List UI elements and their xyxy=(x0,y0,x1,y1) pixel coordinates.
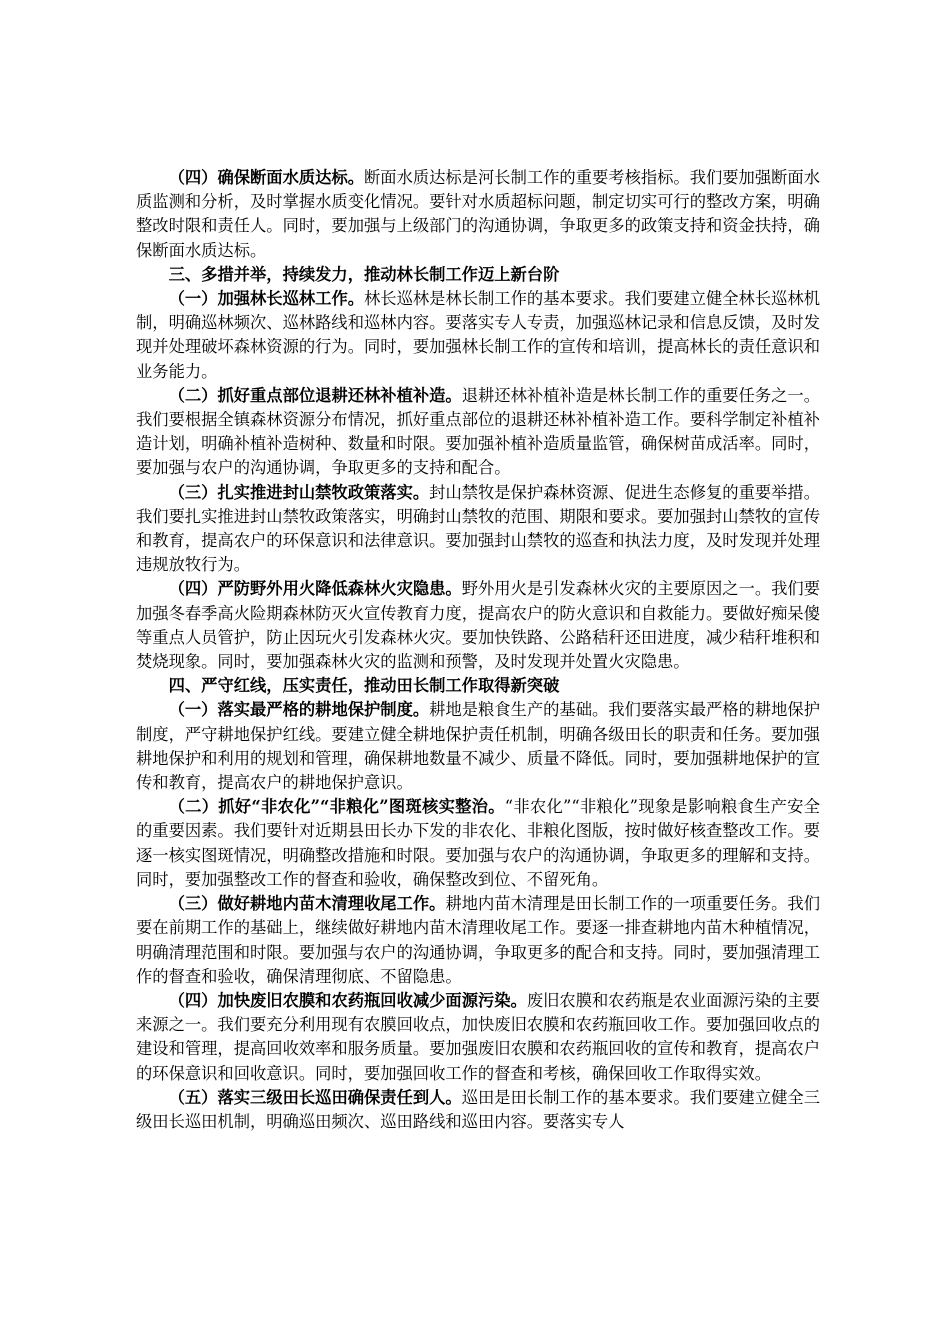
paragraph-lead: （一）加强林长巡林工作。 xyxy=(168,289,365,309)
paragraph-text: 巡田是田长制工作的基本要求。我们要建立健全三级田长巡田机制，明确巡田频次、巡田路线和巡田内容。要落实专人 xyxy=(136,1087,820,1131)
paragraph-text: 耕地内苗木清理是田长制工作的一项重要任务。我们要在前期工作的基础上，继续做好耕地内苗木清理收尾工作。要逐一排查耕地内苗木种植情况，明确清理范围和时限。要加强与农户的沟通协调，争取更多的配合和支持。同时，要加强清理工作的督查和验收，确保清理彻底、不留隐患。 xyxy=(136,894,820,986)
paragraph-lead: （三）扎实推进封山禁牧政策落实。 xyxy=(168,482,430,502)
paragraph-text: 退耕还林补植补造是林长制工作的重要任务之一。我们要根据全镇森林资源分布情况，抓好重点部位的退耕还林补植补造工作。要科学制定补植补造计划，明确补植补造树种、数量和时限。要加强补植补造质量监管，确保树苗成活率。同时，要加强与农户的沟通协调，争取更多的支持和配合。 xyxy=(136,385,820,478)
section-heading-forest-chief: 三、多措并举，持续发力，推动林长制工作迈上新台阶 xyxy=(168,264,560,284)
paragraph-non-farming xyxy=(136,795,820,892)
paragraph-lead: （一）落实最严格的耕地保护制度。 xyxy=(168,700,430,720)
paragraph-text: 废旧农膜和农药瓶是农业面源污染的主要来源之一。我们要充分利用现有农膜回收点，加快废旧农膜和农药瓶回收工作。要加强回收点的建设和管理，提高回收效率和服务质量。要加强废旧农膜和农药瓶回收的宣传和教育，提高农户的环保意识和回收意识。同时，要加强回收工作的督查和考核，确保回收工作取得实效。 xyxy=(136,990,820,1083)
paragraph-text: 断面水质达标是河长制工作的重要考核指标。我们要加强断面水质监测和分析，及时掌握水质变化情况。要针对水质超标问题，制定切实可行的整改方案，明确整改时限和责任人。同时，要加强与上级部门的沟通协调，争取更多的政策支持和资金扶持，确保断面水质达标。 xyxy=(136,168,820,260)
paragraph-text: 封山禁牧是保护森林资源、促进生态修复的重要举措。我们要扎实推进封山禁牧政策落实，明确封山禁牧的范围、期限和要求。要加强封山禁牧的宣传和教育，提高农户的环保意识和法律意识。要加强封山禁牧的巡查和执法力度，及时发现并处理违规放牧行为。 xyxy=(136,482,820,575)
paragraph-text: “非农化”“非粮化”现象是影响粮食生产安全的重要因素。我们要针对近期县田长办下发的非农化、非粮化图版，按时做好核查整改工作。要逐一核实图斑情况，明确整改措施和时限。要加强与农户的沟通协调，争取更多的理解和支持。同时，要加强整改工作的督查和验收，确保整改到位、不留死角。 xyxy=(136,797,821,889)
paragraph-lead: （二）抓好重点部位退耕还林补植补造。 xyxy=(168,385,462,405)
paragraph-lead: （二）抓好“非农化”“非粮化”图斑核实整治。 xyxy=(168,797,505,817)
paragraph-lead: （三）做好耕地内苗木清理收尾工作。 xyxy=(168,894,446,914)
paragraph-text: 耕地是粮食生产的基础。我们要落实最严格的耕地保护制度，严守耕地保护红线。要建立健全耕地保护责任机制，明确各级田长的职责和任务。要加强耕地保护和利用的规划和管理，确保耕地数量不减少、质量不降低。同时，要加强耕地保护的宣传和教育，提高农户的耕地保护意识。 xyxy=(136,700,820,793)
paragraph-field-patrol xyxy=(136,1086,820,1134)
paragraph-reforestation xyxy=(136,384,820,481)
paragraph-film-recycling xyxy=(136,989,820,1086)
paragraph-lead: （四）加快废旧农膜和农药瓶回收减少面源污染。 xyxy=(168,990,527,1010)
paragraph-seedling-clearance xyxy=(136,892,820,989)
section-heading-field-chief: 四、严守红线，压实责任，推动田长制工作取得新突破 xyxy=(168,676,560,696)
paragraph-text: 林长巡林是林长制工作的基本要求。我们要建立健全林长巡林机制，明确巡林频次、巡林路线和巡林内容。要落实专人专责，加强巡林记录和信息反馈，及时发现并处理破坏森林资源的行为。同时，要加强林长制工作的宣传和培训，提高林长的责任意识和业务能力。 xyxy=(136,289,820,381)
paragraph-grazing-ban xyxy=(136,481,820,578)
paragraph-forest-patrol xyxy=(136,287,820,384)
paragraph-fire-prevention xyxy=(136,577,820,674)
paragraph-lead: （四）确保断面水质达标。 xyxy=(168,168,365,187)
document-body xyxy=(136,166,820,1134)
paragraph-lead: （四）严防野外用火降低森林火灾隐患。 xyxy=(168,579,462,599)
paragraph-text: 野外用火是引发森林火灾的主要原因之一。我们要加强冬春季高火险期森林防灭火宣传教育力度，提高农户的防火意识和自救能力。要做好痴呆傻等重点人员管护，防止因玩火引发森林火灾。要加快铁路、公路秸秆还田进度，减少秸秆堆积和焚烧现象。同时，要加强森林火灾的监测和预警，及时发现并处置火灾隐患。 xyxy=(136,579,820,672)
paragraph-water-quality xyxy=(136,166,820,263)
paragraph-farmland-protection xyxy=(136,698,820,795)
paragraph-lead: （五）落实三级田长巡田确保责任到人。 xyxy=(168,1087,462,1107)
